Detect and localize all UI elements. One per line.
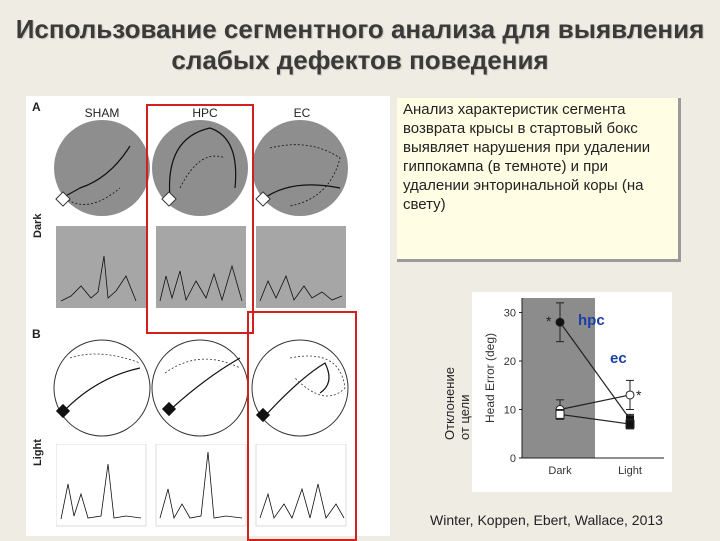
panel-b-label: B [32,327,41,341]
row-label-dark: Dark [32,213,44,238]
sham-dark-trace [56,226,146,308]
x-tick-label: Light [618,465,642,477]
column-label-hpc: HPC [192,106,218,120]
y-tick-label: 30 [503,307,516,320]
info-textbox: Анализ характеристик сегмента возврата крысы в стартовый бокс выявляет нарушения при удалении гиппокампа (в темноте) и при удалении энторинальной коры (на свету) [397,98,681,262]
y-axis-label: Head Error (deg) [483,332,497,424]
y-tick-label: 20 [503,356,516,369]
ec-light-highlight [247,311,357,541]
column-label-sham: SHAM [84,106,120,120]
row-label-light: Light [32,439,44,466]
ec-dark-arena [252,120,348,216]
hpc-light-trace [156,444,246,526]
sham-dark-arena [54,120,150,216]
column-label-ec: EC [293,106,311,120]
head-error-chart [472,292,672,492]
citation: Winter, Koppen, Ebert, Wallace, 2013 [430,512,663,528]
significance-marker: * [636,386,642,403]
y-tick-label: 10 [503,404,516,417]
deviation-label [442,367,472,440]
data-point [626,420,634,428]
significance-marker: * [546,313,552,330]
sham-light-arena [54,340,150,436]
deviation-label-line2: от цели [457,394,472,440]
sham-light-trace [56,444,146,526]
series-label: hpc [578,312,605,330]
ec-dark-trace [256,226,346,308]
deviation-label-line1: Отклонение [442,367,457,440]
y-tick-label: 0 [509,453,516,465]
data-point [556,410,564,418]
x-tick-label: Dark [548,465,572,477]
panel-a-label: A [32,100,41,114]
slide-title: Использование сегментного анализа для выявления слабых дефектов поведения [15,14,705,75]
data-point [556,318,564,326]
series-label: ec [610,350,627,368]
hpc-light-arena [152,340,248,436]
hpc-dark-highlight [146,104,254,334]
data-point [626,391,634,399]
